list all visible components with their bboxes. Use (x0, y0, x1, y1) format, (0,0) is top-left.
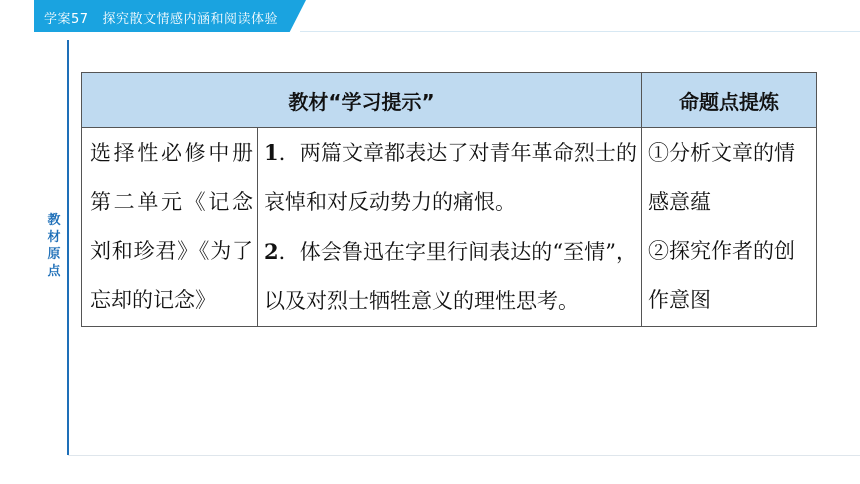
tip-number: 2 (264, 239, 279, 264)
sidebar-line (67, 40, 69, 455)
tip-number: 1 (264, 140, 279, 165)
tip-text: ．体会鲁迅在字里行间表达的“至情”，以及对烈士牺牲意义的理性思考。 (264, 240, 638, 313)
top-banner (0, 0, 860, 32)
sidebar-label-char: 教 (47, 213, 61, 228)
point-item: ②探究作者的创作意图 (648, 239, 796, 312)
sidebar-label (44, 212, 64, 280)
header-study-tips: 教材“学习提示” (82, 73, 642, 128)
point-item: ①分析文章的情感意蕴 (648, 141, 796, 214)
points-cell (642, 128, 817, 327)
content-table (81, 72, 817, 327)
footer-divider (68, 455, 860, 456)
table-row (82, 128, 817, 327)
table-header-row (82, 73, 817, 128)
lesson-heading (44, 8, 278, 27)
sidebar-label-char: 点 (47, 264, 61, 279)
lesson-id: 学案57 (44, 12, 89, 27)
sidebar-label-char: 原 (47, 247, 61, 262)
tips-cell (258, 128, 642, 327)
tip-item (264, 128, 637, 227)
header-key-points: 命题点提炼 (642, 73, 817, 128)
tip-item (264, 227, 637, 326)
sidebar-label-char: 材 (47, 230, 61, 245)
tip-text: ．两篇文章都表达了对青年革命烈士的哀悼和对反动势力的痛恨。 (264, 141, 638, 214)
source-cell: 选择性必修中册第二单元《记念刘和珍君》《为了忘却的记念》 (82, 128, 258, 327)
lesson-title: 探究散文情感内涵和阅读体验 (102, 12, 279, 27)
banner-divider (300, 31, 860, 32)
